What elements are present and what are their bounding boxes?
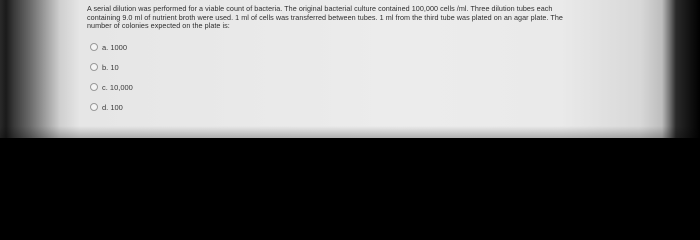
option-d-label: d. 100 xyxy=(102,102,123,112)
question-text xyxy=(87,5,647,31)
option-b[interactable] xyxy=(90,61,133,73)
answer-options xyxy=(90,41,133,121)
option-a[interactable] xyxy=(90,41,133,53)
radio-button-icon[interactable] xyxy=(90,43,98,51)
screen-edge-shadow xyxy=(0,126,700,138)
radio-button-icon[interactable] xyxy=(90,63,98,71)
option-a-label: a. 1000 xyxy=(102,42,128,52)
option-b-label: b. 10 xyxy=(102,62,119,72)
option-c[interactable] xyxy=(90,81,133,93)
question-line-2: containing 9.0 ml of nutrient broth were used. 1 ml of cells was transferred between tubes. 1 ml from the third tube was plated on an agar plate. The xyxy=(87,12,563,22)
question-line-3: number of colonies expected on the plate is: xyxy=(87,21,230,31)
option-d[interactable] xyxy=(90,101,133,113)
radio-button-icon[interactable] xyxy=(90,103,98,111)
option-c-label: c. 10,000 xyxy=(102,82,133,92)
radio-button-icon[interactable] xyxy=(90,83,98,91)
question-line-1: A serial dilution was performed for a viable count of bacteria. The original bacterial culture contained 100,000 cells /ml. Three dilution tubes each xyxy=(87,4,553,13)
